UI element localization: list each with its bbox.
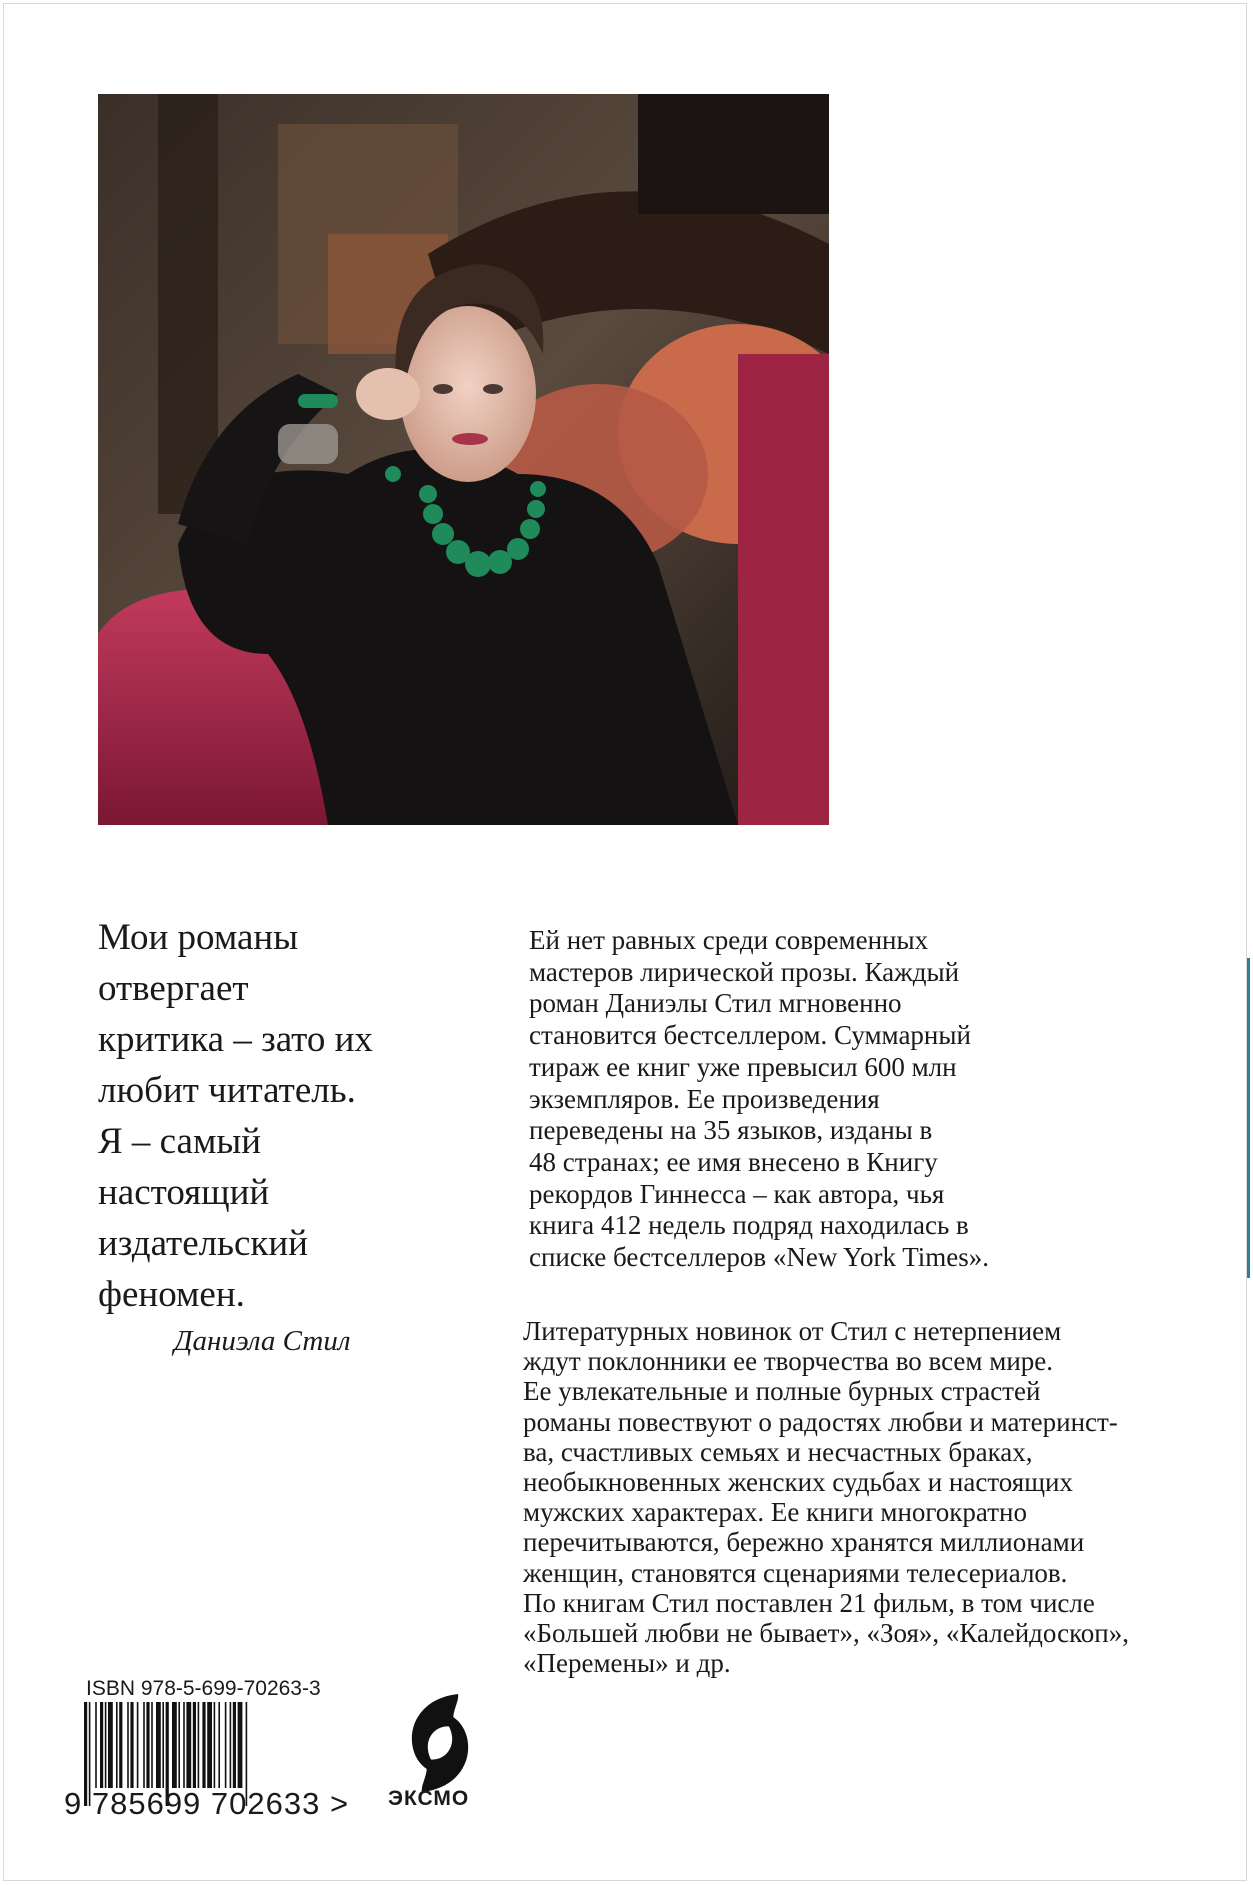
text-line: Ее увлекательные и полные бурных страстей [523,1376,1041,1407]
author-photo-illustration [98,94,829,825]
barcode-bar [105,1702,107,1788]
quote-line: отвергает [98,968,249,1009]
text-line: мужских характерах. Ее книги многократно [523,1497,1027,1528]
spine-edge-line [1247,958,1250,1278]
publisher-name: ЭКСМО [388,1787,470,1810]
text-line: мастеров лирической прозы. Каждый [529,956,960,987]
text-line: Литературных новинок от Стил с нетерпением [523,1316,1062,1346]
barcode-digits: 9 785699 702633 > [64,1786,350,1821]
quote-line: критика – зато их [98,1019,373,1060]
text-line: необыкновенных женских судьбах и настоящих [523,1467,1073,1498]
text-line: ждут поклонники ее творчества во всем мире. [523,1346,1054,1377]
text-line: «Перемены» и др. [523,1648,731,1679]
text-line: книга 412 недель подряд находилась в [529,1210,969,1241]
barcode-bar [162,1702,164,1788]
text-line: романы повествуют о радостях любви и материнст- [523,1406,1118,1437]
barcode-bar [108,1702,113,1788]
author-quote [98,912,458,1320]
barcode-bar [218,1702,220,1788]
barcode-bar [95,1702,97,1788]
text-line: экземпляров. Ее произведения [529,1083,880,1114]
text-line: По книгам Стил поставлен 21 фильм, в том числе [523,1587,1095,1618]
text-line: 48 странах; ее имя внесено в Книгу [529,1146,938,1177]
quote-line: настоящий [98,1172,270,1213]
quote-author: Даниэла Стил [174,1325,351,1357]
barcode-bar [198,1702,200,1788]
quote-line: феномен. [98,1274,245,1315]
text-line: ва, счастливых семьях и несчастных браках, [523,1436,1033,1467]
barcode-bar [143,1702,145,1788]
text-line: женщин, становятся сценариями телесериалов. [523,1557,1068,1588]
barcode-bar [130,1702,133,1788]
barcode-bar [186,1702,191,1788]
barcode-bar [202,1702,205,1788]
barcode-bar [230,1702,232,1788]
barcode-bar [225,1702,227,1788]
isbn-label: ISBN 978-5-699-70263-3 [86,1677,321,1700]
barcode-bar [178,1702,180,1788]
barcode-bar [100,1702,103,1788]
quote-line: Мои романы [98,917,299,958]
author-photo [98,94,829,825]
about-paragraph-2 [523,1316,1183,1678]
barcode-bar [207,1702,212,1788]
about-paragraph-1 [529,925,1089,1274]
text-line: «Большей любви не бывает», «Зоя», «Калейдоскоп», [523,1618,1130,1649]
quote-line: издательский [98,1223,308,1264]
barcode-bar [127,1702,129,1788]
barcode-bar [137,1702,139,1788]
text-line: рекордов Гиннесса – как автора, чья [529,1178,945,1209]
eksmo-swirl-icon [400,1688,480,1798]
text-line: перечитываются, бережно хранятся миллионами [523,1527,1085,1558]
barcode-bar [233,1702,236,1788]
text-line: Ей нет равных среди современных [529,925,929,955]
barcode-bar [156,1702,161,1788]
barcode-bar [151,1702,153,1788]
text-line: роман Даниэлы Стил мгновенно [529,988,902,1019]
barcode-bar [146,1702,149,1788]
barcode-bar [238,1702,243,1788]
quote-line: любит читатель. [98,1070,356,1111]
barcode-bar [172,1702,177,1788]
barcode-bar [119,1702,122,1788]
barcode-bar [193,1702,196,1788]
text-line: списке бестселлеров «New York Times». [529,1242,989,1273]
barcode-bar [116,1702,118,1788]
text-line: становится бестселлером. Суммарный [529,1020,971,1051]
text-line: тираж ее книг уже превысил 600 млн [529,1051,957,1082]
barcode-bar [183,1702,185,1788]
text-line: переведены на 35 языков, изданы в [529,1115,933,1146]
quote-line: Я – самый [98,1121,262,1162]
barcode-bar [214,1702,216,1788]
